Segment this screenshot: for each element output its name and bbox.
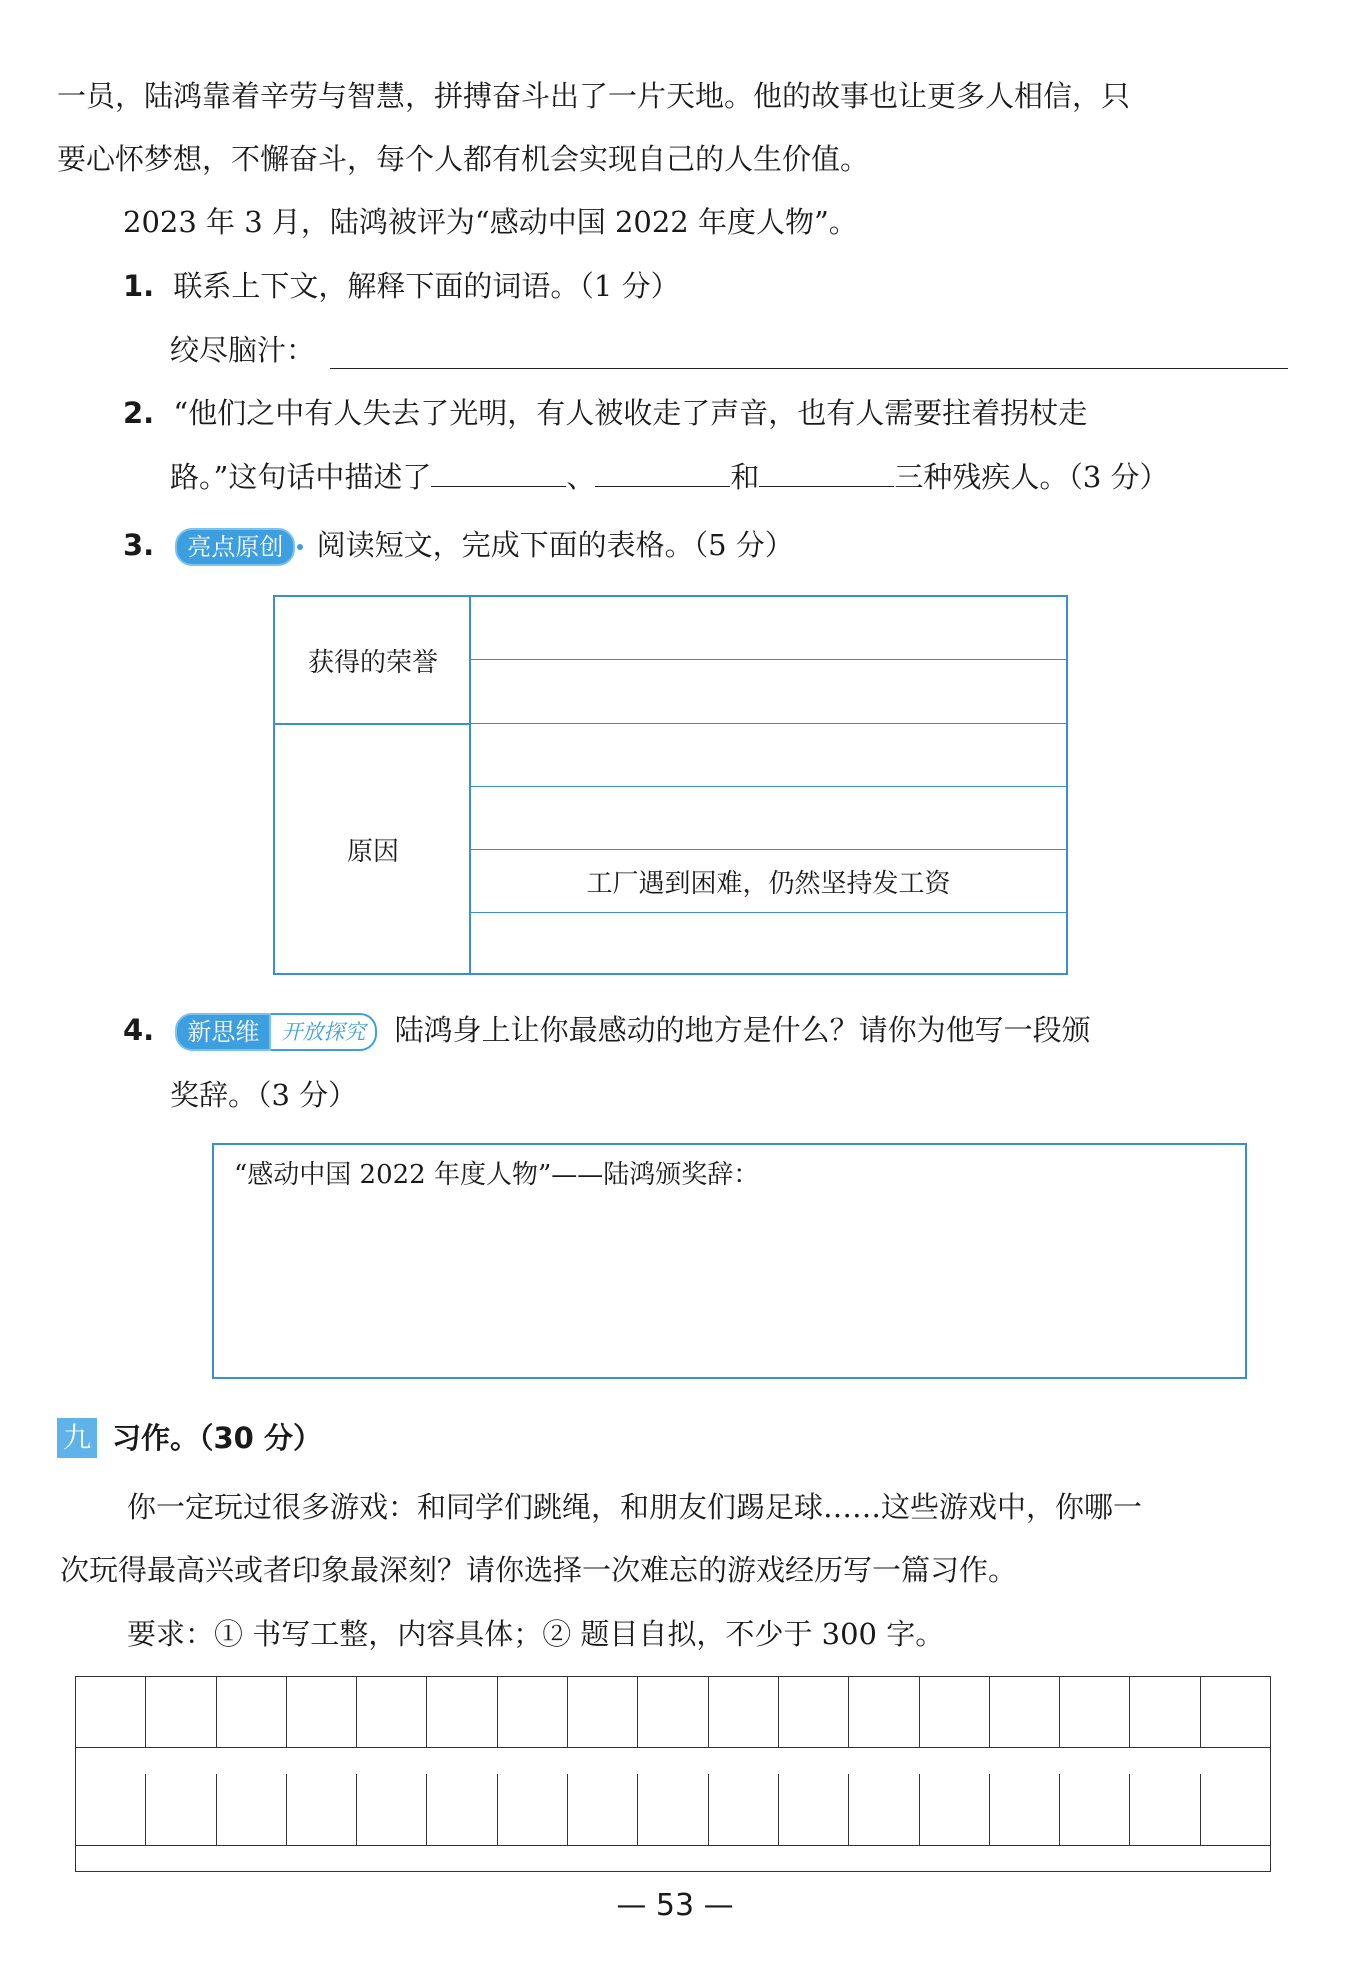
open-exploration-badge: 开放探究 [271,1013,377,1051]
question-2-part-a: 路。”这句话中描述了 [170,460,432,494]
question-2 [123,393,1087,433]
table-label-reason: 原因 [346,837,399,867]
writing-grid-gap [75,1846,1271,1872]
table-row-line [471,786,1066,787]
writing-grid-row[interactable] [75,1774,1271,1846]
section-nine-icon: 九 [57,1418,97,1458]
writing-grid-row[interactable] [75,1676,1271,1748]
table-row-line [471,723,1066,724]
question-4-line-1: 陆鸿身上让你最感动的地方是什么？请你为他写一段颁 [394,1013,1091,1047]
table-row-line [471,912,1066,913]
question-2-sep-1: 、 [566,460,596,494]
question-1-number: 1. [123,269,155,303]
question-1-term: 绞尽脑汁： [170,333,316,367]
award-speech-prompt: “感动中国 2022 年度人物”——陆鸿颁奖辞： [234,1160,760,1190]
question-1-text: 联系上下文，解释下面的词语。（1 分） [173,269,680,303]
highlight-original-badge: 亮点原创 [175,528,295,566]
question-2-blank-1[interactable] [431,456,566,487]
table-row-line [471,659,1066,660]
question-2-blank-2[interactable] [595,456,730,487]
question-1-answer-line[interactable] [330,368,1288,369]
question-2-blank-3[interactable] [759,456,894,487]
writing-grid[interactable] [75,1676,1271,1872]
composition-para-2: 次玩得最高兴或者印象最深刻？请你选择一次难忘的游戏经历写一篇习作。 [60,1553,1018,1587]
question-2-end: 三种残疾人。（3 分） [894,460,1169,494]
passage-line-2: 要心怀梦想，不懈奋斗，每个人都有机会实现自己的人生价值。 [57,142,870,176]
table-row-line [471,849,1066,850]
section-nine-title: 习作。（30 分） [112,1421,322,1455]
page-number: — 53 — [616,1888,734,1923]
question-4-number: 4. [123,1013,155,1047]
writing-grid-gap [75,1748,1271,1774]
composition-requirements: 要求：① 书写工整，内容具体；② 题目自拟，不少于 300 字。 [127,1617,945,1651]
answer-table [273,595,1068,975]
question-3-number: 3. [123,528,155,562]
question-1 [123,266,680,306]
table-label-honor: 获得的荣誉 [307,648,438,678]
new-thinking-badge: 新思维 [175,1013,271,1051]
question-4-line-2: 奖辞。（3 分） [170,1078,358,1112]
question-1-term-row [170,330,315,370]
passage-line-3: 2023 年 3 月，陆鸿被评为“感动中国 2022 年度人物”。 [123,205,858,239]
question-2-line-1: “他们之中有人失去了光明，有人被收走了声音，也有人需要拄着拐杖走 [173,396,1088,430]
table-filled-cell: 工厂遇到困难，仍然坚持发工资 [586,869,951,899]
question-2-number: 2. [123,396,155,430]
question-4 [123,1010,1091,1051]
question-3-text: 阅读短文，完成下面的表格。（5 分） [316,528,794,562]
question-2-line-2 [170,456,1169,497]
table-header-divider [275,723,471,725]
badge-dot-icon [297,544,303,550]
passage-line-1: 一员，陆鸿靠着辛劳与智慧，拼搏奋斗出了一片天地。他的故事也让更多人相信，只 [57,79,1131,113]
composition-para-1: 你一定玩过很多游戏：和同学们跳绳，和朋友们踢足球……这些游戏中，你哪一 [127,1490,1143,1524]
question-2-sep-2: 和 [730,460,760,494]
question-3 [123,525,794,566]
award-speech-box[interactable] [212,1143,1247,1379]
